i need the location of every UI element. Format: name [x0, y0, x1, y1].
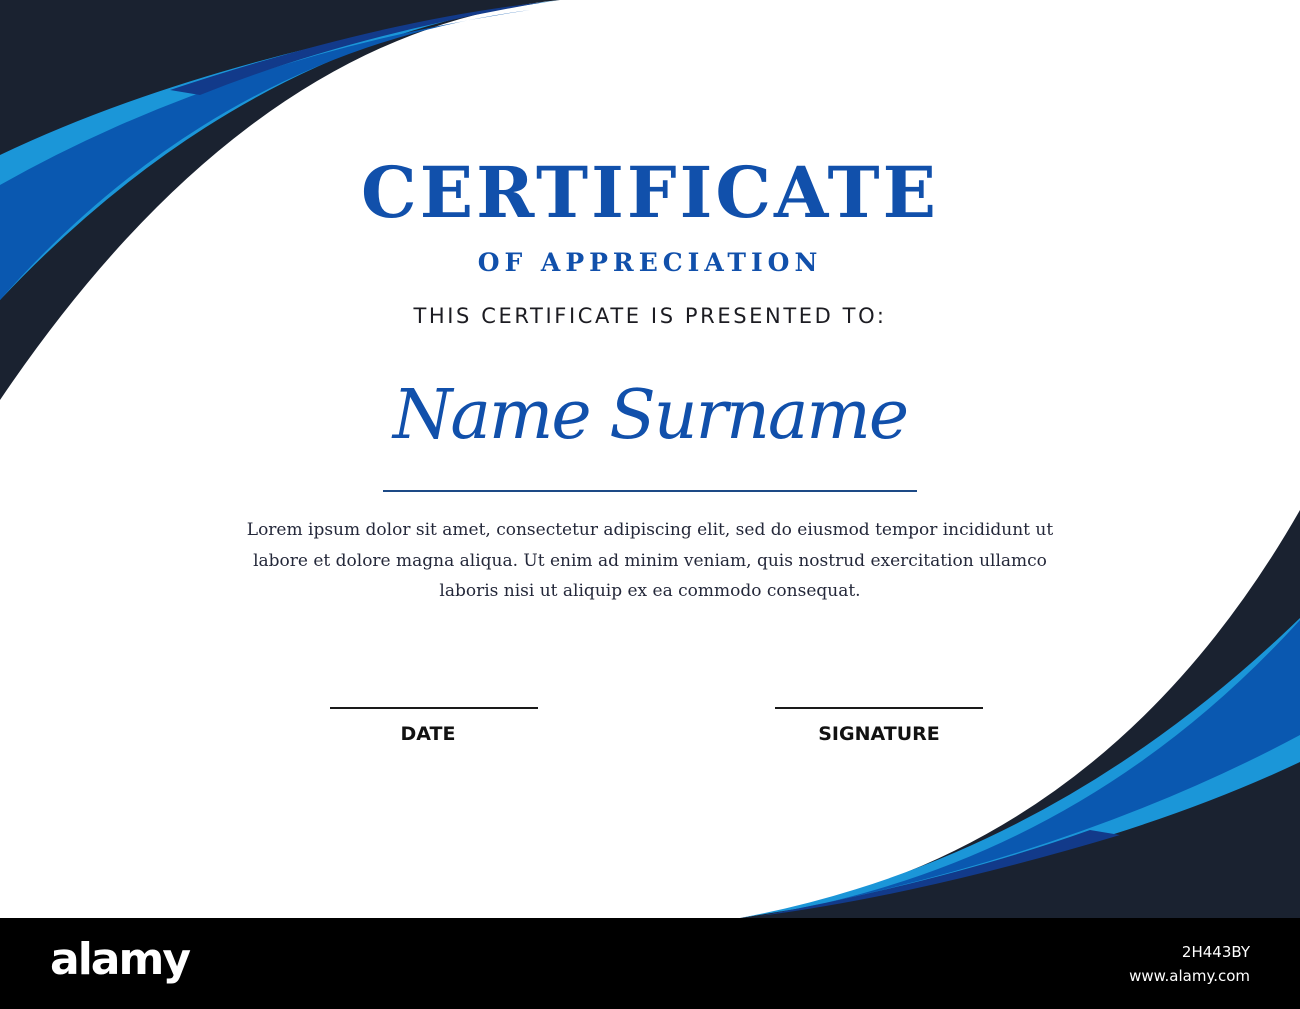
certificate-body-text: Lorem ipsum dolor sit amet, consectetur adipiscing elit, sed do eiusmod tempor incididunt ut labore et dolore magna aliqua. Ut enim ad minim veniam, quis nostrud exercitation ullamco laboris nisi ut aliquip ex ea commodo consequat. — [246, 520, 1054, 601]
name-underline — [383, 490, 917, 492]
certificate-subtitle: OF APPRECIATION — [477, 248, 823, 277]
signature-line — [775, 707, 983, 709]
stock-logo: alamy — [50, 934, 189, 985]
recipient-name: Name Surname — [392, 376, 908, 455]
presented-to-text: THIS CERTIFICATE IS PRESENTED TO: — [413, 304, 887, 328]
stock-image-id: 2H443BY — [1181, 943, 1250, 961]
certificate-title: CERTIFICATE — [361, 151, 939, 234]
signature-label: SIGNATURE — [818, 723, 940, 745]
stock-footer-bar — [0, 918, 1300, 1009]
date-label: DATE — [400, 723, 456, 745]
date-line — [330, 707, 538, 709]
stock-url: www.alamy.com — [1129, 967, 1250, 985]
